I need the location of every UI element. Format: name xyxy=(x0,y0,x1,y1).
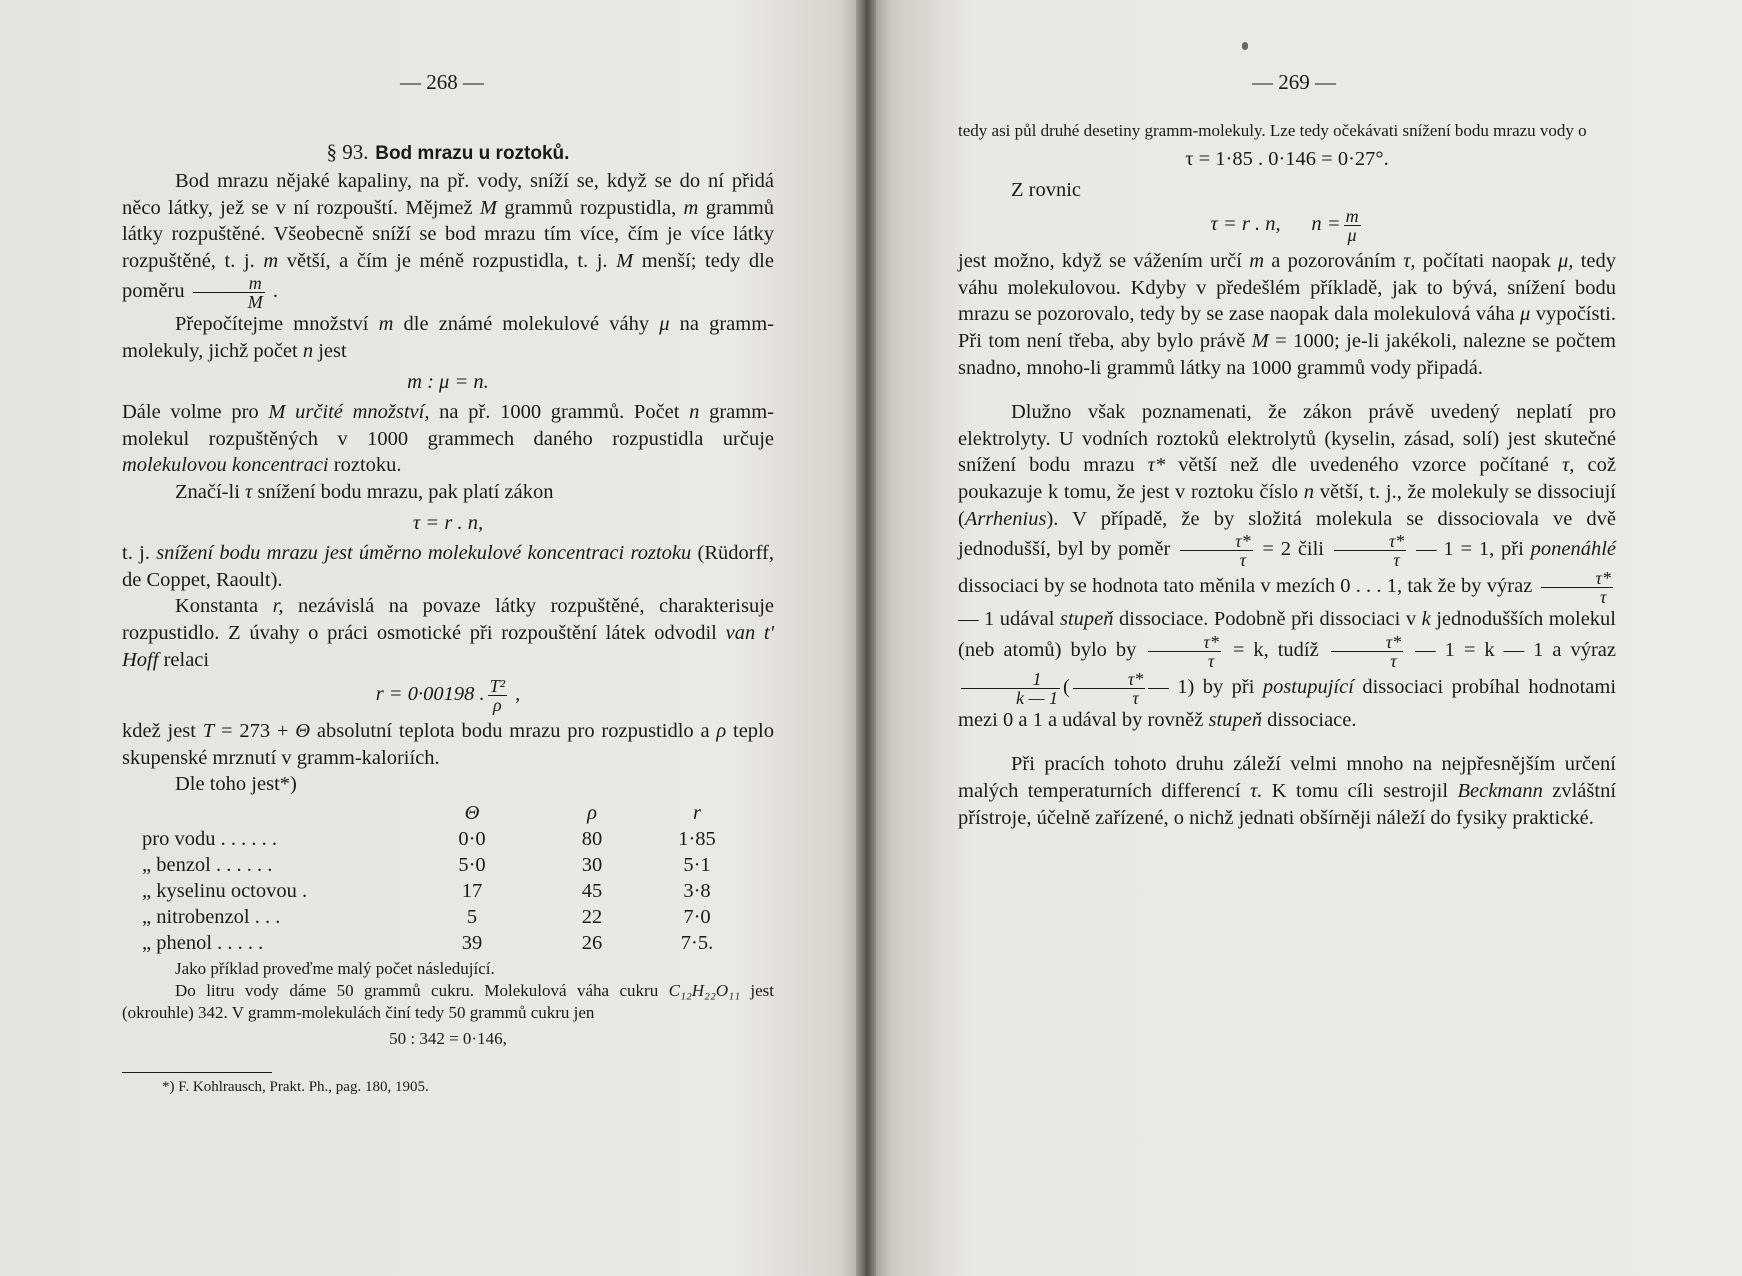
paragraph-7 xyxy=(122,718,774,771)
table-header: r xyxy=(693,801,701,824)
fraction-denominator: M xyxy=(247,292,263,313)
text-run: na př. 1000 grammů. Počet xyxy=(429,401,690,424)
right-page xyxy=(866,0,1742,1276)
section-number: § 93. xyxy=(326,140,369,164)
text-run: — 1 = k — 1 a výraz xyxy=(1406,638,1616,661)
equation-6 xyxy=(958,207,1616,244)
emphasis: určité množství, xyxy=(285,401,430,424)
left-body-text xyxy=(122,168,774,1097)
text-run: by při xyxy=(1194,675,1263,698)
var-tau: τ xyxy=(245,480,253,503)
text-run: dissociaci by se hodnota tato měnila v mezích 0 . . . 1, tak že by výraz xyxy=(958,575,1538,598)
footnote: *) F. Kohlrausch, Prakt. Ph., pag. 180, 1905. xyxy=(162,1078,429,1095)
text-run: což poukazuje k tomu, že jest v roztoku číslo xyxy=(958,454,1616,503)
table-cell: 17 xyxy=(461,879,483,902)
var-n: n xyxy=(302,339,314,362)
fraction-numerator: τ* xyxy=(1331,633,1403,652)
text-run: absolutní teplota bodu mrazu pro rozpustidlo a xyxy=(310,720,717,743)
var-tau: τ, xyxy=(1561,454,1575,477)
text-run: = 1000; je-li jakékoli, nalezne se počtem snadno, mnoho-li grammů látky na 1000 grammů vody připadá. xyxy=(958,329,1616,379)
text-run: menší; tedy dle poměru xyxy=(122,249,774,303)
fraction-m-over-mu xyxy=(1344,207,1361,244)
paragraph-6 xyxy=(122,593,774,673)
emphasis: ponenáhlé xyxy=(1530,538,1616,561)
table-cell: 45 xyxy=(581,879,603,902)
fraction-tau-star-over-tau xyxy=(1148,633,1220,670)
var-k: k xyxy=(1421,608,1431,631)
section-title: Bod mrazu u roztoků. xyxy=(375,143,570,164)
text-run: Dlužno však poznamenati, že zákon právě uvedený neplatí pro elektrolyty. U vodních roztoků elektrolytů (kyselin, zásad, solí) jest skutečné snížení bodu mrazu xyxy=(958,401,1616,477)
equation-part: τ = r . n, xyxy=(1210,213,1281,236)
fraction-denominator: k — 1 xyxy=(1016,687,1058,708)
table-cell: 80 xyxy=(581,827,603,850)
var-m: m xyxy=(378,313,394,336)
fraction-denominator: τ xyxy=(1239,550,1247,571)
text-run: nezávislá na povaze látky rozpuštěné, charakterisuje rozpustidlo. Z úvahy o práci osmotické při rozpouštění látek odvodil xyxy=(122,595,774,644)
fraction-numerator: 1 xyxy=(961,670,1060,689)
fraction-T2-over-rho xyxy=(488,677,507,714)
paragraph-r1: tedy asi půl druhé desetiny gramm-molekuly. Lze tedy očekávati snížení bodu mrazu vody o xyxy=(958,121,1587,140)
text-run: a pozorováním xyxy=(1264,250,1404,273)
table-cell: 30 xyxy=(581,853,603,876)
fraction-numerator: T² xyxy=(489,676,506,697)
table-cell: 26 xyxy=(581,931,603,954)
section-heading xyxy=(122,140,774,165)
var-m: m xyxy=(1249,250,1265,273)
text-run: (Rüdorff, de Coppet, Raoult). xyxy=(122,542,774,591)
table-row xyxy=(142,826,742,852)
table-cell: pro vodu . . . . . . xyxy=(142,827,277,850)
text-run: kdež jest xyxy=(122,720,203,743)
text-run: dissociace. xyxy=(1262,708,1357,731)
table-cell: „ phenol . . . . . xyxy=(142,931,264,954)
text-run: jest možno, když se vážením určí xyxy=(958,250,1250,273)
table-cell: 5·0 xyxy=(458,853,486,876)
var-tau-star: τ* xyxy=(1147,454,1166,477)
fraction-one-over-k-minus-one xyxy=(961,670,1060,707)
var-M: M xyxy=(268,401,286,424)
text-run: grammů rozpustidla, xyxy=(497,196,684,219)
print-speck xyxy=(1242,42,1248,50)
fraction-numerator: τ* xyxy=(1334,532,1406,551)
var-tau: τ, xyxy=(1403,250,1416,273)
var-M: M xyxy=(1251,329,1269,352)
var-r: r, xyxy=(272,595,284,618)
text-run: větší, a čím je méně rozpustidla, t. j. xyxy=(278,249,617,272)
table-cell: 22 xyxy=(581,905,603,928)
var-M: M xyxy=(479,196,497,219)
text-run: snížení bodu mrazu, pak platí zákon xyxy=(252,480,554,503)
text-run: relaci xyxy=(158,648,210,671)
text-run: větší než dle uvedeného vzorce počítané xyxy=(1165,454,1562,477)
paragraph-r2: Z rovnic xyxy=(1011,178,1082,201)
paragraph-spacer xyxy=(958,733,1616,751)
fraction-tau-star-over-tau xyxy=(1180,532,1252,569)
equation-part: n = xyxy=(1311,213,1341,236)
table-cell: 7·0 xyxy=(683,905,711,928)
equation-part: , xyxy=(510,683,521,706)
table-row xyxy=(142,904,742,930)
text-run: Do litru vody dáme 50 grammů cukru. Molekulová váha cukru xyxy=(175,980,669,1000)
table-row xyxy=(142,878,742,904)
text-run: t. j. xyxy=(122,542,157,565)
text-run: = k, tudíž xyxy=(1223,638,1328,661)
text-run: jednodušších molekul (neb atomů) bylo by xyxy=(958,608,1616,661)
text-run: větší, t. j., že molekuly se dissociují ( xyxy=(958,480,1617,530)
text-run: = 273 + xyxy=(214,720,296,743)
table-cell: 5·1 xyxy=(683,853,711,876)
var-T: T xyxy=(202,720,215,743)
fraction-denominator: τ xyxy=(1393,550,1400,571)
table-cell: 39 xyxy=(461,931,483,954)
text-run: Bod mrazu nějaké kapaliny, na př. vody, sníží se, když se do ní přidá něco látky, jež se v ní rozpouští. Mějmež xyxy=(122,170,774,219)
solvent-table xyxy=(142,800,742,956)
table-cell: 5 xyxy=(466,905,478,928)
var-rho: ρ xyxy=(716,720,727,743)
sugar-formula: C₁₂H₂₂O₁₁ xyxy=(668,980,740,1000)
var-tau: τ. xyxy=(1249,779,1263,802)
var-n: n xyxy=(1303,480,1315,503)
emphasis: stupeň xyxy=(1059,608,1114,631)
fraction-m-over-M xyxy=(193,274,265,311)
page-number-right: — 269 — xyxy=(1252,70,1336,94)
fraction-denominator: μ xyxy=(1347,225,1357,246)
text-run: na gramm-molekuly, jichž počet xyxy=(122,313,774,362)
equation-3 xyxy=(122,677,774,714)
footnote-rule xyxy=(122,1072,272,1073)
example-line-1: Jako příklad proveďme malý počet následující. xyxy=(175,958,495,978)
left-page xyxy=(0,0,866,1276)
paragraph-3 xyxy=(122,399,774,479)
equation-2: τ = r . n, xyxy=(412,511,484,534)
text-run: Konstanta xyxy=(175,595,273,618)
fraction-tau-star-over-tau xyxy=(1073,670,1145,707)
text-run: jest xyxy=(313,339,347,362)
fraction-numerator: τ* xyxy=(1073,670,1145,689)
emphasis: Arrhenius xyxy=(964,507,1047,530)
table-cell: „ kyselinu octovou . xyxy=(142,879,308,902)
fraction-tau-star-over-tau xyxy=(1334,532,1406,569)
fraction-denominator: τ xyxy=(1207,650,1215,671)
emphasis: stupeň xyxy=(1208,708,1262,731)
text-run: Značí-li xyxy=(175,480,246,503)
text-run: grammů látky rozpuštěné. Všeobecně sníží se bod mrazu tím více, čím je více látky rozpuštěné, t. j. xyxy=(122,196,775,272)
fraction-denominator: τ xyxy=(1600,587,1607,608)
table-cell: 1·85 xyxy=(678,827,716,850)
fraction-numerator: τ* xyxy=(1148,633,1220,652)
paragraph-5 xyxy=(122,540,774,593)
right-body-text xyxy=(958,120,1616,831)
equation-1: m : μ = n. xyxy=(407,370,489,393)
paragraph-4 xyxy=(122,479,774,506)
emphasis: snížení bodu mrazu jest úměrno molekulové koncentraci roztoku xyxy=(156,542,692,565)
paragraph-spacer xyxy=(958,381,1616,399)
text-run: — 1 = 1, při xyxy=(1409,538,1531,561)
text-run: dissociace. Podobně při dissociaci v xyxy=(1113,608,1422,631)
var-mu: μ xyxy=(659,313,670,336)
equation-4: 50 : 342 = 0·146, xyxy=(389,1028,507,1048)
paragraph-r3 xyxy=(958,248,1616,381)
text-run: roztoku. xyxy=(328,454,402,477)
table-cell: 0·0 xyxy=(458,827,486,850)
text-run: dissociaci probíhal hodnotami mezi 0 a 1 a udával by rovněž xyxy=(958,675,1617,731)
fraction-tau-star-over-tau xyxy=(1331,633,1403,670)
text-run: ). V případě, že by složitá molekula se dissociovala ve dvě jednodušší, byl by poměr xyxy=(958,507,1616,561)
text-run: = 2 čili xyxy=(1255,538,1331,561)
fraction-denominator: τ xyxy=(1132,687,1139,708)
var-n: n xyxy=(689,401,700,424)
table-header-row xyxy=(142,800,742,826)
book-gutter xyxy=(856,0,876,1276)
var-mu: μ xyxy=(1520,303,1531,326)
table-cell: 7·5. xyxy=(680,931,714,954)
text-run: Přepočítejme množství xyxy=(175,313,379,336)
text-run: gramm-molekul rozpuštěných v 1000 grammech daného rozpustidla určuje xyxy=(122,401,774,450)
table-row xyxy=(142,852,742,878)
text-run: . xyxy=(267,280,278,303)
table-cell: „ benzol . . . . . . xyxy=(142,853,273,876)
text-run: dle známé molekulové váhy xyxy=(393,313,660,336)
text-run: — 1 udával xyxy=(958,608,1060,631)
fraction-numerator: m xyxy=(1345,206,1359,227)
var-m: m xyxy=(683,196,699,219)
fraction-numerator: τ* xyxy=(1180,532,1252,551)
table-cell: „ nitrobenzol . . . xyxy=(142,905,281,928)
fraction-numerator: τ* xyxy=(1541,569,1613,588)
var-mu: μ, xyxy=(1558,250,1574,273)
text-run: tedy váhu molekulovou. Kdyby v předešlém příkladě, jak to bývá, snížení bodu mrazu se pozorovalo, tedy by se zase naopak dala molekulová váha xyxy=(958,250,1616,326)
table-row xyxy=(142,930,742,956)
fraction-denominator: ρ xyxy=(493,695,502,716)
table-header xyxy=(142,800,412,826)
var-theta: Θ xyxy=(295,720,311,743)
equation-5: τ = 1·85 . 0·146 = 0·27°. xyxy=(1185,148,1389,170)
emphasis: van t' Hoff xyxy=(122,621,774,671)
equation-part: r = 0·00198 . xyxy=(375,683,485,706)
text-run: teplo skupenské mrznutí v gramm-kaloriích. xyxy=(122,720,774,769)
text-run: vypočísti. Při tom není třeba, aby bylo právě xyxy=(958,303,1616,352)
fraction-numerator: m xyxy=(193,274,265,293)
fraction-denominator: τ xyxy=(1390,650,1397,671)
table-cell: 3·8 xyxy=(683,879,711,902)
page-number-left: — 268 — xyxy=(400,70,484,94)
text-run: jest (okrouhle) 342. V gramm-molekulách činí tedy 50 grammů cukru jen xyxy=(122,980,775,1022)
emphasis: molekulovou koncentraci xyxy=(122,454,329,477)
text-run: Při pracích tohoto druhu záleží velmi mnoho na nejpřesnějším určení malých temperaturních differencí xyxy=(958,753,1616,802)
table-header: ρ xyxy=(587,801,597,824)
paragraph-2 xyxy=(122,311,774,364)
text-run: počítati naopak xyxy=(1415,250,1559,273)
text-run: Dále volme pro xyxy=(122,401,269,424)
emphasis: Beckmann xyxy=(1457,779,1543,802)
paragraph-8: Dle toho jest*) xyxy=(175,773,297,796)
text-run: zvláštní přístroje, účelně zařízené, o nichž jednati obšírněji náleží do fysiky praktické. xyxy=(958,779,1617,829)
text-run: K tomu cíli sestrojil xyxy=(1262,779,1458,802)
var-m: m xyxy=(263,249,279,272)
paragraph-1 xyxy=(122,168,774,311)
example-paragraph xyxy=(122,980,774,1024)
paragraph-r4: Dlužno však poznamenati, že zákon právě uvedený neplatí pro elektrolyty. U vodních roztoků elektrolytů (kyselin, zásad, solí) jest skutečné snížení bodu mrazu τ* větší než dle uvedeného vzorce počítané τ, což poukazuje k tomu, že jest v roztoku číslo n větší, t. j., že molekuly se dissociují (Arrhenius). V případě, že by složitá molekula se dissociovala ve dvě jednodušší, byl by poměr $\frac{\tau*}{\tau}$ = 2 čili $\frac{\tau*}{\tau}$ — 1 = 1, při ponenáhlé dissociaci by se hodnota tato měnila v mezích 0 . . . 1, tak že by výraz $\frac{\tau*}{\tau}$ — 1 udával stupeň dissociace. Podobně při dissociaci v k jednodušších molekul (neb atomů) bylo by $\frac{\tau*}{\tau}$ = k, tudíž $\frac{\tau*}{\tau}$ — 1 = k — 1 a výraz $\frac{1}{k — 1}$ ( $\frac{\tau*}{\tau}$ — 1) by při postupující dissociaci probíhal hodnotami mezi 0 a 1 a udával by rovněž stupeň dissociace. xyxy=(958,401,1617,731)
var-M: M xyxy=(616,249,634,272)
fraction-tau-star-over-tau xyxy=(1541,569,1613,606)
paragraph-r5 xyxy=(958,751,1616,831)
emphasis: postupující xyxy=(1262,675,1354,698)
table-header: Θ xyxy=(464,801,480,824)
